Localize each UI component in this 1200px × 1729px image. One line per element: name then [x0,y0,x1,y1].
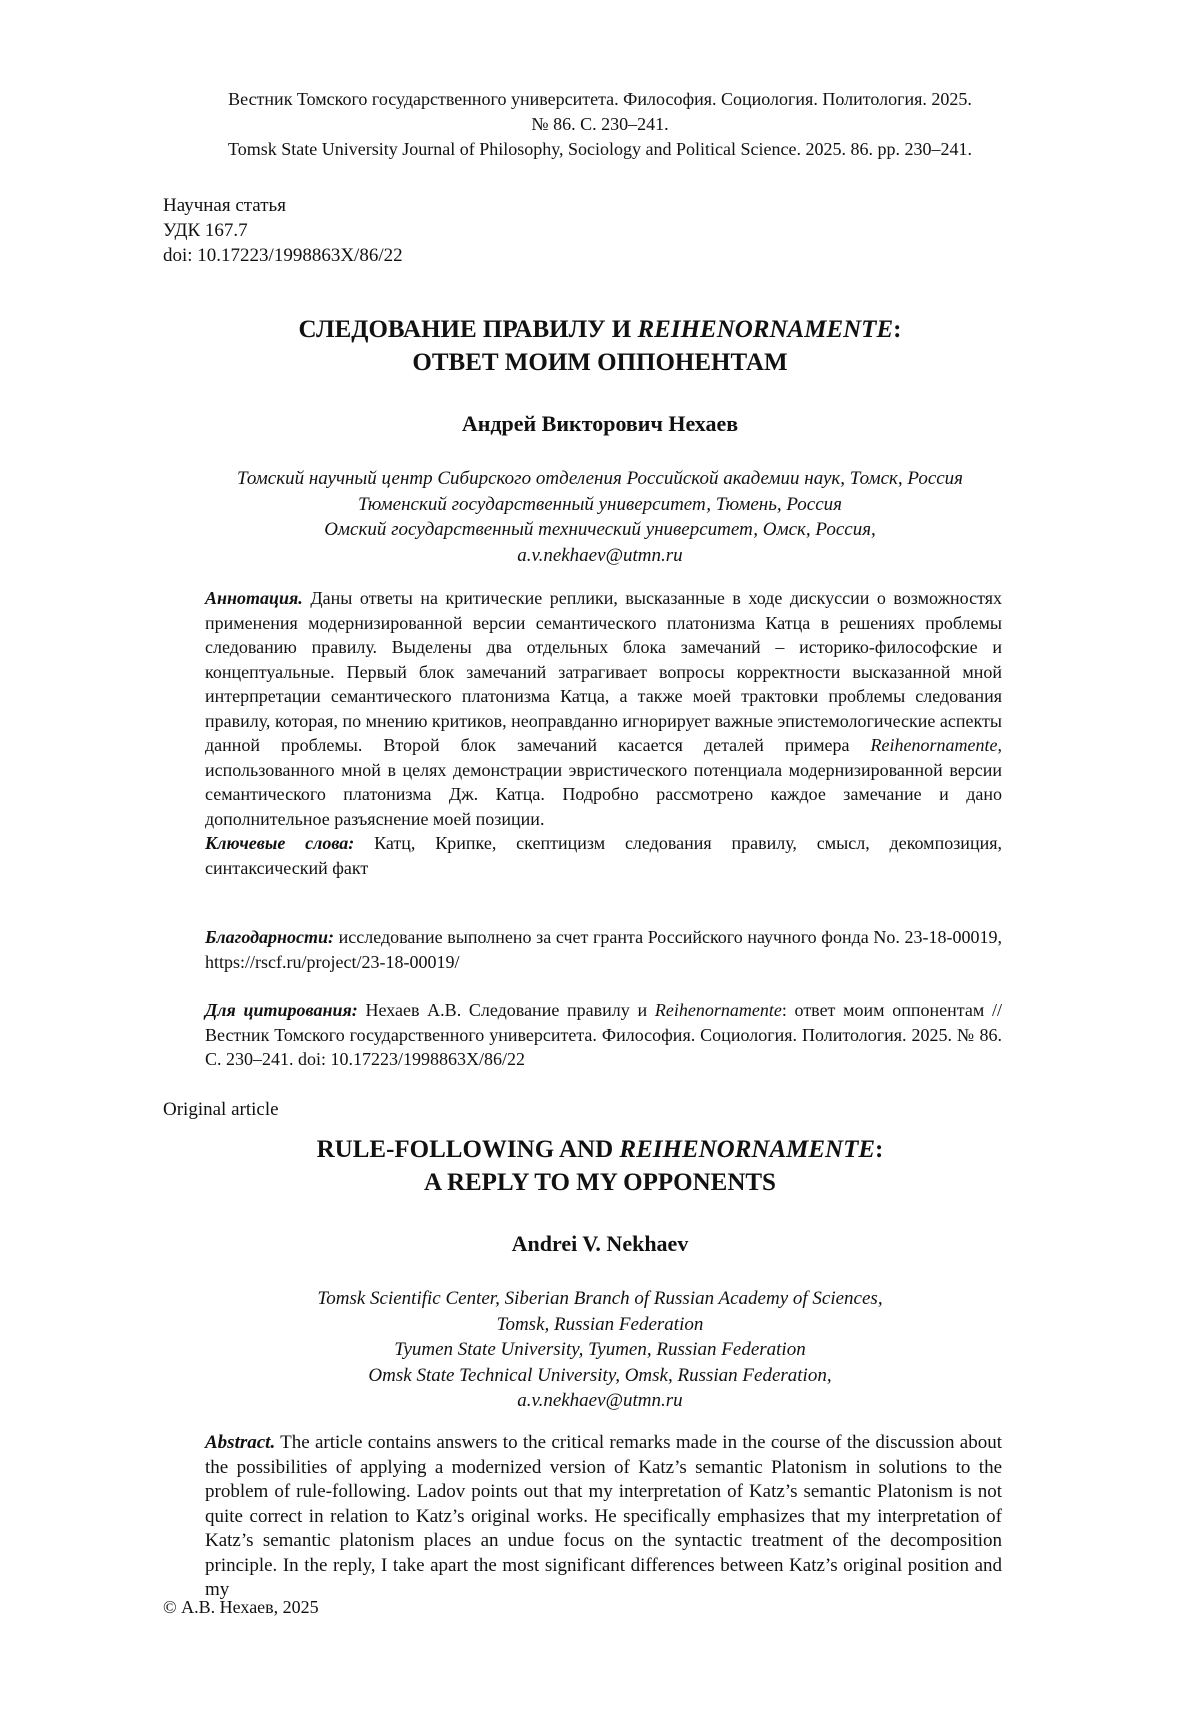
title-en [150,1133,1050,1199]
citation-ru: Для цитирования: Нехаев А.В. Следование правилу и Reihenornamente: ответ моим оппонентам // Вестник Томского государственного университета. Философия. Социология. Политология. 2025. № 86. С. 230–241. doi: 10.17223/1998863X/86/22 [205,1000,1002,1069]
abstract-ru-text: Аннотация. Даны ответы на критические реплики, высказанные в ходе дискуссии о возможностях применения модернизированной версии семантического платонизма Катца в решениях проблемы следованию правилу. Выделены два отдельных блока замечаний – историко-философские и концептуальные. Первый блок замечаний затрагивает вопросы корректности высказанной мной интерпретации семантического платонизма Катца, а также моей трактовки проблемы следования правилу, которая, по мнению критиков, неоправданно игнорирует важные эпистемологические аспекты данной проблемы. Второй блок замечаний касается деталей примера Reihenornamente, использованного мной в целях демонстрации эвристического потенциала модернизированной версии семантического платонизма Дж. Катца. Подробно рассмотрено каждое замечание и дано дополнительное разъяснение моей позиции. [205,588,1002,829]
keywords-ru-label: Ключевые слова: [205,833,355,853]
affiliation-ru-3: Омский государственный технический университет, Омск, Россия, [324,519,876,540]
title-ru [150,313,1050,379]
abstract-en-text: Abstract. The article contains answers to the critical remarks made in the course of the discussion about the possibilities of applying a modernized version of Katz’s semantic Platonism in solutions to the problem of rule-following. Ladov points out that my interpretation of Katz’s semantic Platonism is not quite correct in relation to Katz’s original works. He specifically emphasizes that my interpretation of Katz’s semantic platonism places an undue focus on the syntactic treatment of the decomposition principle. In the reply, I take apart the most significant differences between Katz’s original position and my [205,1432,1002,1600]
title-ru-line2: ОТВЕТ МОИМ ОППОНЕНТАМ [412,349,788,376]
article-meta [163,193,403,268]
affiliation-en-1: Tomsk Scientific Center, Siberian Branch of Russian Academy of Sciences, [317,1288,883,1309]
journal-header-en-line: Tomsk State University Journal of Philosophy, Sociology and Political Science. 2025. 86. pp. 230–241. [227,139,972,159]
affiliation-en-1b: Tomsk, Russian Federation [496,1313,704,1335]
journal-header-ru-line2: № 86. С. 230–241. [531,114,669,134]
email-ru: a.v.nekhaev@utmn.ru [517,544,683,566]
acknowledgments-ru: Благодарности: исследование выполнено за счет гранта Российского научного фонда No. 23-18-00019, https://rscf.ru/project/23-18-00019/ [205,927,1002,972]
udc-code: УДК 167.7 [163,220,248,241]
article-type-ru: Научная статья [163,195,286,216]
abstract-ru-label: Аннотация. [205,588,303,608]
copyright: © А.В. Нехаев, 2025 [163,1597,319,1617]
affiliation-en-3: Omsk State Technical University, Omsk, Russian Federation, [368,1364,832,1386]
affiliations-ru [150,466,1050,568]
email-en: a.v.nekhaev@utmn.ru [517,1390,683,1411]
doi: doi: 10.17223/1998863X/86/22 [163,245,403,266]
keywords-ru: Ключевые слова: Катц, Крипке, скептицизм следования правилу, смысл, декомпозиция, синтаксический факт [205,833,1002,878]
affiliations-en [150,1286,1050,1414]
abstract-en-label: Abstract. [205,1432,276,1453]
title-en-line1: RULE-FOLLOWING AND REIHENORNAMENTE: [316,1136,884,1163]
title-ru-line1: СЛЕДОВАНИЕ ПРАВИЛУ И REIHENORNAMENTE: [298,316,902,343]
journal-header-ru-line1: Вестник Томского государственного университета. Философия. Социология. Политология. 2025. [228,89,972,109]
affiliation-ru-2: Тюменский государственный университет, Тюмень, Россия [358,493,842,515]
title-en-line2: A REPLY TO MY OPPONENTS [424,1169,776,1196]
abstract-en [205,1431,1002,1603]
abstract-ru [205,586,1002,880]
affiliation-en-2: Tyumen State University, Tyumen, Russian Federation [394,1339,806,1360]
journal-header [150,87,1050,162]
article-type-en: Original article [163,1099,279,1120]
author-en: Andrei V. Nekhaev [511,1231,689,1256]
affiliation-ru-1: Томский научный центр Сибирского отделения Российской академии наук, Томск, Россия [236,468,964,489]
ack-ru-label: Благодарности: [205,927,334,947]
author-ru: Андрей Викторович Нехаев [461,411,739,436]
cite-ru-label: Для цитирования: [205,1000,358,1020]
